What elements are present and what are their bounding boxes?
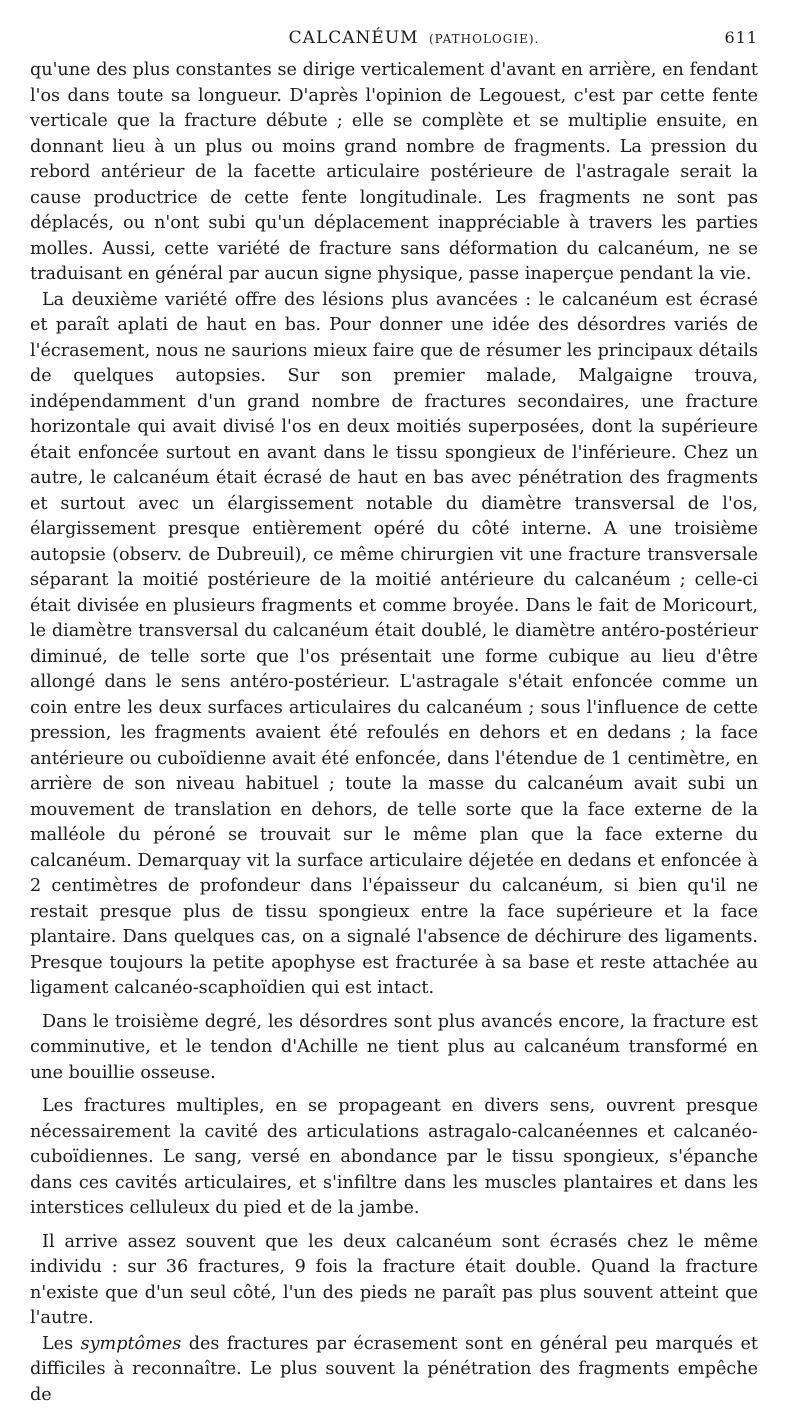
paragraph-bilateral: Il arrive assez souvent que les deux calcanéum sont écrasés chez le même individu : sur 36 fractures, 9 fois la fracture était double. Quand la fracture n'existe que d'un seul côté, l'un des pieds ne paraît pas plus souvent atteint que l'autre.: [30, 1230, 758, 1332]
symptoms-rest: des fractures par écrasement sont en général peu marqués et difficiles à reconnaître. Le plus souvent la pénétration des fragments empêche de: [30, 1334, 758, 1405]
symptoms-lead: Les: [42, 1334, 81, 1354]
book-page: [30, 28, 758, 1408]
running-title-subtitle: (PATHOLOGIE).: [429, 32, 539, 46]
running-title-main: CALCANÉUM: [289, 28, 419, 48]
paragraph-second-variety: La deuxième variété offre des lésions plus avancées : le calcanéum est écrasé et paraît aplati de haut en bas. Pour donner une idée des désordres variés de l'écrasement, nous ne saurions mieux faire que de résumer les principaux détails de quelques autopsies. Sur son premier malade, Malgaigne trouva, indépendamment d'un grand nombre de fractures secondaires, une fracture horizontale qui avait divisé l'os en deux moitiés superposées, dont la supérieure était enfoncée surtout en avant dans le tissu spongieux de l'inférieure. Chez un autre, le calcanéum était écrasé de haut en bas avec pénétration des fragments et surtout avec un élargissement notable du diamètre transversal de l'os, élargissement presque entièrement opéré du côté interne. A une troisième autopsie (observ. de Dubreuil), ce même chirurgien vit une fracture transversale séparant la moitié postérieure de la moitié antérieure du calcanéum ; celle-ci était divisée en plusieurs fragments et comme broyée. Dans le fait de Moricourt, le diamètre transversal du calcanéum était doublé, le diamètre antéro-postérieur diminué, de telle sorte que l'os présentait une forme cubique au lieu d'être allongé dans le sens antéro-postérieur. L'astragale s'était enfoncée comme un coin entre les deux surfaces articulaires du calcanéum ; sous l'influence de cette pression, les fragments avaient été refoulés en dehors et en dedans ; la face antérieure ou cuboïdienne avait été enfoncée, dans l'étendue de 1 centimètre, en arrière de son niveau habituel ; toute la masse du calcanéum avait subi un mouvement de translation en dehors, de telle sorte que la face externe de la malléole du péroné se trouvait sur le même plan que la face externe du calcanéum. Demarquay vit la surface articulaire déjetée en dedans et enfoncée à 2 centimètres de profondeur dans l'épaisseur du calcanéum, si bien qu'il ne restait presque plus de tissu spongieux entre la face supérieure et la face plantaire. Dans quelques cas, on a signalé l'absence de déchirure des ligaments. Presque toujours la petite apophyse est fracturée à sa base et reste attachée au ligament calcanéo-scaphoïdien qui est intact.: [30, 288, 758, 1002]
symptoms-emphasis: symptômes: [81, 1334, 182, 1354]
running-title: [249, 28, 540, 48]
paragraph-third-degree: Dans le troisième degré, les désordres sont plus avancés encore, la fracture est comminutive, et le tendon d'Achille ne tient plus au calcanéum transformé en une bouillie osseuse.: [30, 1010, 758, 1087]
paragraph-continuation: qu'une des plus constantes se dirige verticalement d'avant en arrière, en fendant l'os dans toute sa longueur. D'après l'opinion de Legouest, c'est par cette fente verticale que la fracture débute ; elle se complète et se multiplie ensuite, en donnant lieu à un plus ou moins grand nombre de fragments. La pression du rebord antérieur de la facette articulaire postérieure de l'astragale serait la cause productrice de cette fente longitudinale. Les fragments ne sont pas déplacés, ou n'ont subi qu'un déplacement inappréciable à travers les parties molles. Aussi, cette variété de fracture sans déformation du calcanéum, ne se traduisant en général par aucun signe physique, passe inaperçue pendant la vie.: [30, 58, 758, 288]
paragraph-multiple-fractures: Les fractures multiples, en se propageant en divers sens, ouvrent presque nécessairement la cavité des articulations astragalo-calcanéennes et calcanéo-cuboïdiennes. Le sang, versé en abondance par le tissu spongieux, s'épanche dans ces cavités articulaires, et s'infiltre dans les muscles plantaires et dans les interstices celluleux du pied et de la jambe.: [30, 1094, 758, 1222]
page-number: 611: [724, 28, 758, 47]
running-head: [30, 28, 758, 58]
body-text: [30, 58, 758, 1408]
paragraph-symptoms: [30, 1332, 758, 1408]
